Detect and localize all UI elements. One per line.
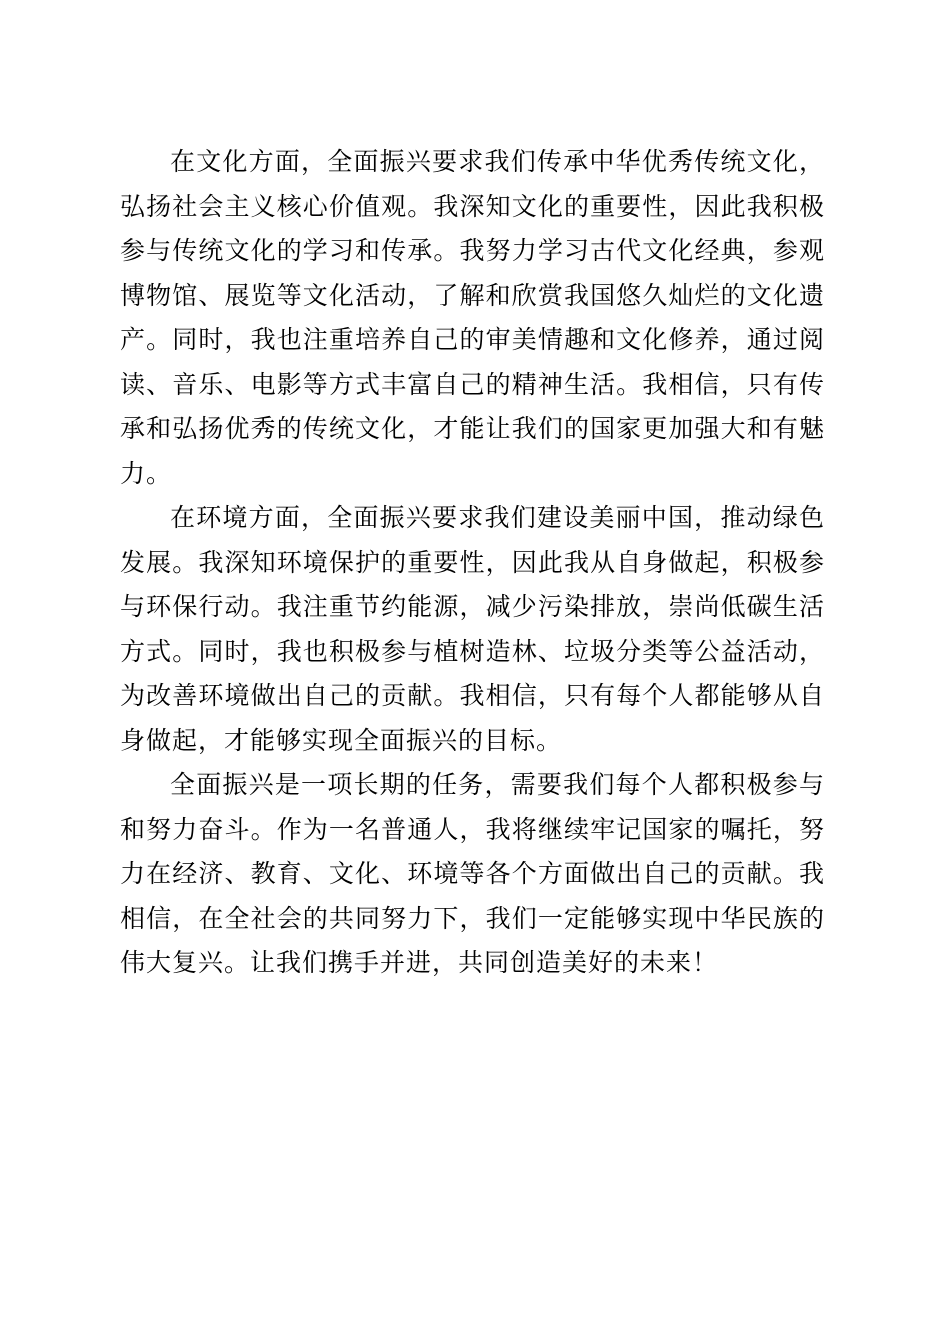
paragraph-conclusion: 全面振兴是一项长期的任务，需要我们每个人都积极参与和努力奋斗。作为一名普通人，我将继续牢记国家的嘱托，努力在经济、教育、文化、环境等各个方面做出自己的贡献。我相信，在全社会的共同努力下，我们一定能够实现中华民族的伟大复兴。让我们携手并进，共同创造美好的未来！ [120,770,825,977]
paragraph-environment: 在环境方面，全面振兴要求我们建设美丽中国，推动绿色发展。我深知环境保护的重要性，因此我从自身做起，积极参与环保行动。我注重节约能源，减少污染排放，崇尚低碳生活方式。同时，我也积极参与植树造林、垃圾分类等公益活动，为改善环境做出自己的贡献。我相信，只有每个人都能够从自身做起，才能够实现全面振兴的目标。 [120,503,825,755]
document-body [120,140,825,986]
paragraph-culture: 在文化方面，全面振兴要求我们传承中华优秀传统文化，弘扬社会主义核心价值观。我深知文化的重要性，因此我积极参与传统文化的学习和传承。我努力学习古代文化经典，参观博物馆、展览等文化活动，了解和欣赏我国悠久灿烂的文化遗产。同时，我也注重培养自己的审美情趣和文化修养，通过阅读、音乐、电影等方式丰富自己的精神生活。我相信，只有传承和弘扬优秀的传统文化，才能让我们的国家更加强大和有魅力。 [120,147,825,488]
